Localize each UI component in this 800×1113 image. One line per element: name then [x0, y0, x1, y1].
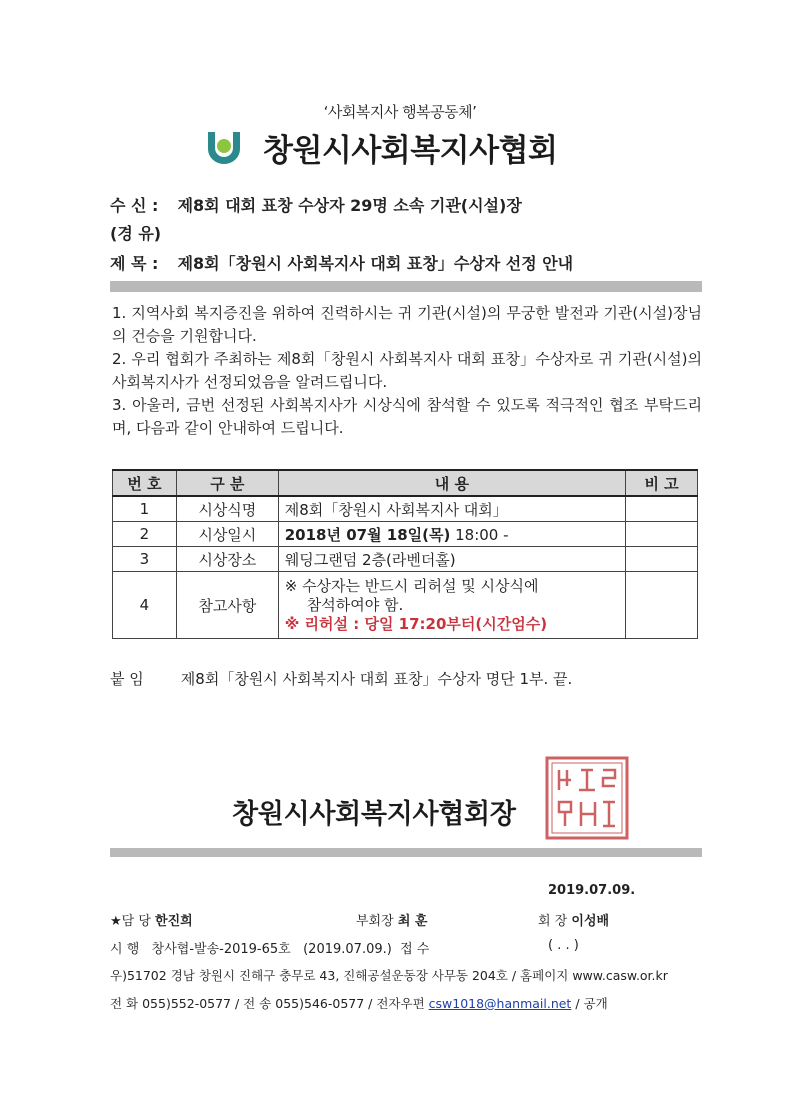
cell-category: 시상일시	[176, 522, 278, 547]
staff-label: ★담 당	[110, 914, 151, 929]
table-row	[113, 547, 698, 572]
recipient-line	[110, 193, 522, 216]
subject-line	[110, 251, 573, 274]
president-line	[538, 910, 609, 929]
cell-note	[626, 522, 698, 547]
paragraph-1: 1. 지역사회 복지증진을 위하여 진력하시는 귀 기관(시설)의 무궁한 발전과 기관(시설)장님의 건승을 기원합니다.	[112, 304, 702, 345]
rehearsal-notice: ※ 리허설 : 당일 17:20부터(시간엄수)	[284, 614, 548, 633]
subject-value: 제8회「창원시 사회복지사 대회 표창」수상자 선정 안내	[177, 254, 574, 273]
cell-no: 2	[113, 522, 177, 547]
event-time: 18:00 -	[450, 525, 509, 544]
table-row	[113, 522, 698, 547]
cell-category: 참고사항	[176, 572, 278, 639]
header-category: 구 분	[176, 470, 278, 496]
header-note: 비 고	[626, 470, 698, 496]
vice-president-line	[356, 910, 427, 929]
cell-no: 3	[113, 547, 177, 572]
association-logo-icon	[205, 129, 243, 165]
cell-category: 시상식명	[176, 496, 278, 522]
table-header-row	[113, 470, 698, 496]
president-label: 회 장	[538, 914, 568, 929]
phone-fax: 전 화 055)552-0577 / 전 송 055)546-0577 / 전자우편	[110, 996, 425, 1011]
event-date: 2018년 07월 18일(목)	[284, 525, 451, 544]
document-number-line	[110, 938, 429, 957]
event-info-table	[112, 469, 698, 639]
cell-content	[278, 572, 625, 639]
divider-top	[110, 281, 702, 292]
president-name: 이성배	[571, 914, 610, 929]
email-link[interactable]: csw1018@hanmail.net	[428, 996, 572, 1011]
note-line-1: ※ 수상자는 반드시 리허설 및 시상식에	[284, 576, 539, 595]
disclosure: / 공개	[575, 996, 608, 1011]
header-content: 내 용	[278, 470, 625, 496]
vice-president-label: 부회장	[356, 914, 394, 929]
cell-no: 4	[113, 572, 177, 639]
attachment-line	[110, 668, 572, 689]
doc-label: 시 행	[110, 942, 140, 957]
address-line: 우)51702 경남 창원시 진해구 충무로 43, 진해공설운동장 사무동 204호 / 홈페이지 www.casw.or.kr	[110, 968, 668, 983]
cell-content: 웨딩그랜덤 2층(라벤더홀)	[278, 547, 625, 572]
staff-name: 한진희	[155, 914, 193, 929]
attachment-text: 제8회「창원시 사회복지사 대회 표창」수상자 명단 1부. 끝.	[180, 670, 573, 688]
cell-note	[626, 496, 698, 522]
cell-note	[626, 547, 698, 572]
receipt-value: ( . . )	[548, 938, 579, 953]
table-row	[113, 496, 698, 522]
issue-date: 2019.07.09.	[548, 883, 636, 898]
header-no: 번 호	[113, 470, 177, 496]
organization-name: 창원시사회복지사협회	[263, 132, 558, 169]
official-seal-icon	[545, 756, 629, 840]
attachment-label: 붙 임	[110, 670, 144, 688]
cell-no: 1	[113, 496, 177, 522]
staff-line	[110, 910, 193, 929]
doc-number: 창사협-발송-2019-65호	[151, 942, 291, 957]
signer-title: 창원시사회복지사협회장	[232, 799, 516, 830]
divider-bottom	[110, 848, 702, 857]
cell-content	[278, 522, 625, 547]
cell-category: 시상장소	[176, 547, 278, 572]
subject-label: 제 목 :	[110, 254, 159, 273]
paragraph-2: 2. 우리 협회가 주최하는 제8회「창원시 사회복지사 대회 표창」수상자로 귀 기관(시설)의 사회복지사가 선정되었음을 알려드립니다.	[112, 350, 702, 391]
recipient-label: 수 신 :	[110, 196, 159, 215]
note-line-2: 참석하여야 함.	[306, 595, 404, 614]
via-line: (경 유)	[110, 224, 162, 243]
recipient-value: 제8회 대회 표창 수상자 29명 소속 기관(시설)장	[177, 196, 522, 215]
contact-line	[110, 994, 608, 1012]
letterhead	[205, 124, 557, 170]
paragraph-3: 3. 아울러, 금번 선정된 사회복지사가 시상식에 참석할 수 있도록 적극적인 협조 부탁드리며, 다음과 같이 안내하여 드립니다.	[112, 396, 702, 437]
table-row	[113, 572, 698, 639]
slogan: ‘사회복지사 행복공동체’	[323, 103, 477, 121]
cell-note	[626, 572, 698, 639]
doc-date: (2019.07.09.)	[303, 942, 392, 957]
receipt-label: 접 수	[400, 942, 430, 957]
body-text	[112, 302, 702, 440]
cell-content: 제8회「창원시 사회복지사 대회」	[278, 496, 625, 522]
vice-president-name: 최 훈	[397, 914, 428, 929]
